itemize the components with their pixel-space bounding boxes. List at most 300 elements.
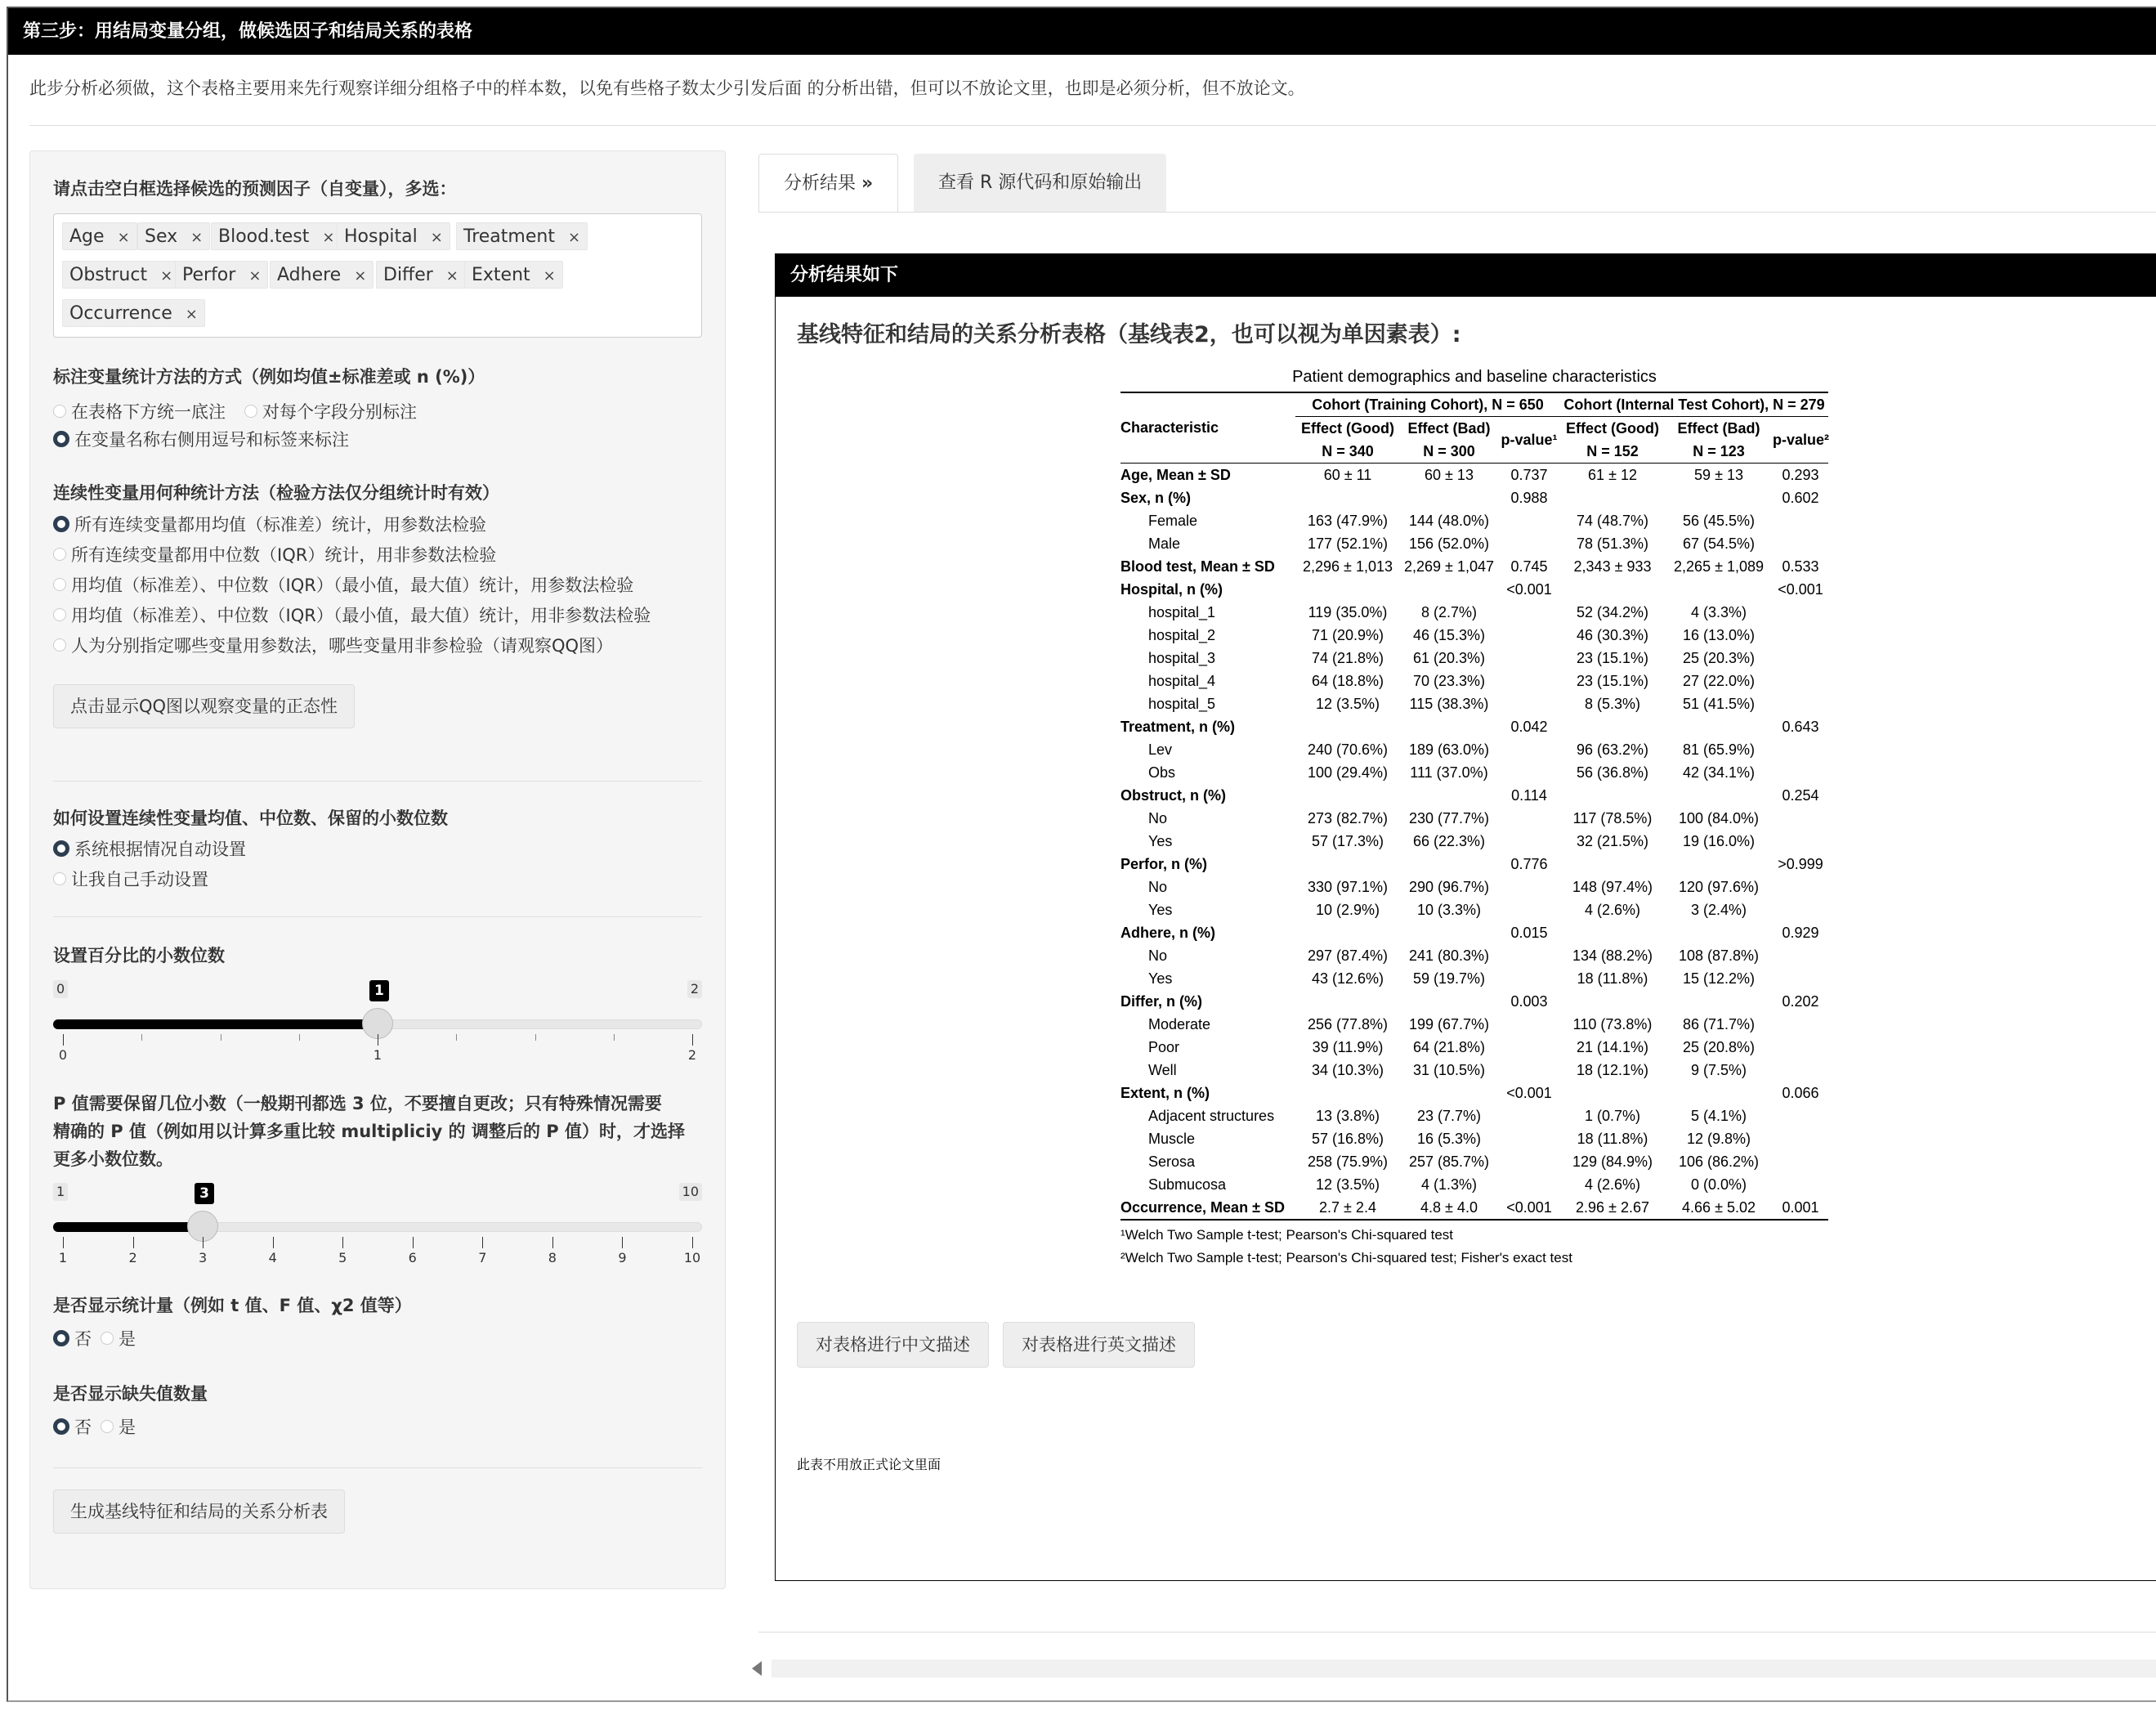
table-cell: 25 (20.8%) — [1682, 1038, 1756, 1055]
table-cell: 0.533 — [1782, 558, 1819, 575]
row-label: Blood test, Mean ± SD — [1120, 558, 1275, 575]
table-cell — [1498, 807, 1560, 830]
table-cell: 297 (87.4%) — [1307, 947, 1389, 964]
table-cell — [1560, 715, 1665, 738]
table-cell — [1400, 784, 1498, 807]
label-method-option-1[interactable]: 在表格下方统一底注 — [53, 401, 226, 423]
table-cell — [1773, 761, 1828, 784]
chip-age[interactable]: Age × — [62, 222, 137, 250]
table-cell: 2,296 ± 1,013 — [1303, 558, 1393, 575]
table-row — [1120, 555, 1828, 578]
label-method-option-2[interactable]: 对每个字段分别标注 — [244, 401, 417, 423]
table-cell: 56 (45.5%) — [1682, 512, 1756, 529]
radio-icon[interactable] — [53, 405, 66, 418]
chip-extent[interactable]: Extent × — [464, 261, 563, 289]
table-row — [1120, 738, 1828, 761]
table-cell — [1560, 784, 1665, 807]
table-cell: 27 (22.0%) — [1682, 672, 1756, 689]
table-cell — [1295, 715, 1400, 738]
baseline-table-block — [1120, 362, 1828, 1270]
table-cell — [1773, 1013, 1828, 1036]
remove-icon[interactable]: × — [430, 229, 443, 246]
table-cell — [1498, 601, 1560, 624]
col-effect-bad-1: Effect (Bad) — [1407, 419, 1491, 437]
row-label: Obstruct, n (%) — [1120, 786, 1226, 804]
table-cell — [1498, 670, 1560, 692]
slider-tick — [482, 1237, 483, 1248]
step-header: 第三步：用结局变量分组，做候选因子和结局关系的表格 — [8, 8, 2156, 55]
result-title: 基线特征和结局的关系分析表格（基线表2，也可以视为单因素表）: — [797, 322, 1461, 347]
table-row — [1120, 1173, 1828, 1196]
row-label: No — [1148, 878, 1168, 895]
slider-tick — [133, 1237, 134, 1248]
chip-differ[interactable]: Differ × — [376, 261, 466, 289]
row-label: Well — [1148, 1061, 1177, 1078]
table-cell: 8 (2.7%) — [1420, 603, 1478, 620]
table-cell — [1665, 578, 1773, 601]
table-row — [1120, 1059, 1828, 1082]
table-cell: 117 (78.5%) — [1572, 809, 1653, 826]
chip-perfor[interactable]: Perfor × — [175, 261, 268, 289]
row-label: hospital_4 — [1148, 672, 1216, 689]
table-cell: 57 (16.8%) — [1311, 1130, 1384, 1147]
table-cell — [1773, 830, 1828, 853]
table-cell: 61 (20.3%) — [1412, 649, 1486, 666]
chip-blood-test[interactable]: Blood.test × — [211, 222, 342, 250]
table-cell: 67 (54.5%) — [1682, 535, 1756, 552]
table-cell: 32 (21.5%) — [1576, 832, 1649, 849]
table-cell — [1498, 1104, 1560, 1127]
row-label: Obs — [1148, 764, 1176, 781]
table-row — [1120, 1082, 1828, 1104]
radio-icon[interactable] — [244, 405, 257, 418]
table-cell: 31 (10.5%) — [1412, 1061, 1486, 1078]
table-cell — [1498, 1173, 1560, 1196]
slider-tick — [342, 1237, 343, 1248]
table-cell: 100 (84.0%) — [1678, 809, 1760, 826]
table-row — [1120, 1013, 1828, 1036]
show-missing-title: 是否显示缺失值数量 — [53, 1384, 208, 1404]
table-cell: 240 (70.6%) — [1307, 741, 1389, 758]
table-cell — [1773, 1150, 1828, 1173]
row-label: Yes — [1148, 832, 1173, 849]
table-cell: 0.254 — [1782, 786, 1819, 804]
table-cell: 100 (29.4%) — [1307, 764, 1389, 781]
slider-min: 1 — [53, 1183, 68, 1201]
generate-table-button[interactable]: 生成基线特征和结局的关系分析表 — [53, 1489, 345, 1534]
table-cell: 64 (21.8%) — [1412, 1038, 1486, 1055]
divider — [53, 781, 702, 782]
table-cell — [1665, 853, 1773, 876]
remove-icon[interactable]: × — [567, 229, 581, 246]
table-cell: 0.643 — [1782, 718, 1819, 735]
row-label: Yes — [1148, 901, 1173, 918]
table-cell: 129 (84.9%) — [1572, 1153, 1653, 1170]
table-cell: 3 (2.4%) — [1691, 901, 1747, 918]
table-cell: 120 (97.6%) — [1678, 878, 1760, 895]
table-row — [1120, 715, 1828, 738]
table-cell — [1773, 509, 1828, 532]
row-label: Poor — [1148, 1038, 1180, 1055]
table-cell — [1498, 830, 1560, 853]
radio-icon[interactable] — [53, 548, 66, 561]
slider-minor-tick — [456, 1034, 457, 1041]
table-cell — [1560, 921, 1665, 944]
show-statistic-no[interactable]: 否 — [53, 1328, 92, 1350]
qq-plot-button[interactable]: 点击显示QQ图以观察变量的正态性 — [53, 684, 355, 728]
table-cell — [1773, 692, 1828, 715]
table-cell: 4 (2.6%) — [1585, 901, 1641, 918]
decimal-option-auto[interactable]: 系统根据情况自动设置 — [53, 839, 246, 860]
slider-min: 0 — [53, 980, 68, 998]
row-label: Serosa — [1148, 1153, 1196, 1170]
table-cell — [1295, 990, 1400, 1013]
remove-icon[interactable]: × — [160, 267, 173, 284]
note-text: 此表不用放正式论文里面 — [797, 1457, 942, 1472]
table-cell — [1773, 1036, 1828, 1059]
table-cell: 81 (65.9%) — [1682, 741, 1756, 758]
table-cell: 74 (21.8%) — [1311, 649, 1384, 666]
slider-tick-label: 10 — [683, 1250, 701, 1265]
table-cell — [1560, 578, 1665, 601]
radio-selected-icon[interactable] — [53, 1330, 69, 1346]
table-cell: 2,343 ± 933 — [1573, 558, 1652, 575]
table-cell — [1295, 486, 1400, 509]
table-cell: 163 (47.9%) — [1307, 512, 1389, 529]
chip-hospital[interactable]: Hospital × — [337, 222, 450, 250]
row-label: Age, Mean ± SD — [1120, 466, 1231, 483]
table-cell: 52 (34.2%) — [1576, 603, 1649, 620]
table-cell: 115 (38.3%) — [1409, 695, 1489, 712]
slider-tick-label: 9 — [618, 1250, 627, 1265]
table-cell: 4 (3.3%) — [1691, 603, 1747, 620]
table-cell — [1498, 532, 1560, 555]
describe-chinese-button[interactable]: 对表格进行中文描述 — [797, 1322, 989, 1368]
table-cell — [1773, 807, 1828, 830]
predictors-label: 请点击空白框选择候选的预测因子（自变量），多选： — [53, 179, 457, 199]
table-cell: 4 (2.6%) — [1585, 1176, 1641, 1193]
table-cell: 290 (96.7%) — [1408, 878, 1490, 895]
table-cell: 66 (22.3%) — [1412, 832, 1486, 849]
table-cell: 330 (97.1%) — [1307, 878, 1389, 895]
divider — [29, 125, 2156, 126]
table-cell: 46 (30.3%) — [1576, 626, 1649, 643]
slider-tick-label: 2 — [128, 1250, 137, 1265]
slider-minor-tick — [299, 1034, 300, 1041]
cohort-training-header: Cohort (Training Cohort), N = 650 — [1295, 392, 1560, 417]
chip-treatment[interactable]: Treatment × — [456, 222, 588, 250]
table-cell — [1773, 647, 1828, 670]
table-cell — [1498, 624, 1560, 647]
continuous-option-3[interactable]: 用均值（标准差）、中位数（IQR）（最小值，最大值）统计，用参数法检验 — [53, 575, 633, 596]
table-cell: <0.001 — [1506, 580, 1552, 598]
divider — [53, 916, 702, 917]
n-bad-2: N = 123 — [1693, 442, 1745, 459]
radio-icon[interactable] — [101, 1420, 114, 1433]
radio-icon[interactable] — [53, 638, 66, 652]
table-cell — [1295, 578, 1400, 601]
n-good-2: N = 152 — [1586, 442, 1639, 459]
tab-results[interactable]: 分析结果 » — [758, 154, 898, 213]
slider-minor-tick — [614, 1034, 615, 1041]
table-cell: 189 (63.0%) — [1408, 741, 1490, 758]
continuous-option-4[interactable]: 用均值（标准差）、中位数（IQR）（最小值，最大值）统计，用非参数法检验 — [53, 605, 651, 626]
table-cell: 43 (12.6%) — [1311, 970, 1384, 987]
table-cell: 0 (0.0%) — [1691, 1176, 1747, 1193]
slider-max: 2 — [687, 980, 702, 998]
remove-icon[interactable]: × — [543, 267, 556, 284]
radio-icon[interactable] — [101, 1332, 114, 1345]
table-row — [1120, 532, 1828, 555]
table-row — [1120, 486, 1828, 509]
table-cell: 10 (3.3%) — [1416, 901, 1482, 918]
table-row — [1120, 830, 1828, 853]
chip-occurrence[interactable]: Occurrence × — [62, 299, 205, 327]
result-header: 分析结果如下 — [776, 254, 2156, 297]
table-cell — [1498, 1013, 1560, 1036]
table-cell: <0.001 — [1506, 1198, 1552, 1216]
table-cell: 16 (13.0%) — [1682, 626, 1756, 643]
table-cell — [1498, 1036, 1560, 1059]
table-cell: 2,269 ± 1,047 — [1404, 558, 1494, 575]
table-cell — [1295, 853, 1400, 876]
remove-icon[interactable]: × — [185, 306, 198, 323]
table-cell: 0.001 — [1782, 1198, 1819, 1216]
row-label: Female — [1148, 512, 1198, 529]
table-cell — [1400, 853, 1498, 876]
chip-sex[interactable]: Sex × — [137, 222, 210, 250]
slider-tick — [63, 1237, 64, 1248]
table-cell: 0.737 — [1510, 466, 1548, 483]
show-missing-no[interactable]: 否 — [53, 1417, 92, 1438]
table-cell: >0.999 — [1778, 855, 1823, 872]
table-cell: 12 (3.5%) — [1315, 1176, 1380, 1193]
row-label: Differ, n (%) — [1120, 992, 1203, 1010]
row-label: hospital_2 — [1148, 626, 1216, 643]
row-label: Male — [1148, 535, 1181, 552]
table-cell: 15 (12.2%) — [1682, 970, 1756, 987]
percent-decimal-slider[interactable] — [53, 980, 702, 1070]
table-cell — [1498, 509, 1560, 532]
remove-icon[interactable]: × — [322, 229, 335, 246]
table-cell: 59 ± 13 — [1694, 466, 1743, 483]
remove-icon[interactable]: × — [445, 267, 458, 284]
show-statistic-yes[interactable]: 是 — [101, 1328, 136, 1350]
table-cell: 23 (15.1%) — [1576, 672, 1649, 689]
table-cell — [1400, 578, 1498, 601]
table-cell: 57 (17.3%) — [1311, 832, 1384, 849]
table-cell: 199 (67.7%) — [1408, 1015, 1490, 1032]
table-row — [1120, 967, 1828, 990]
slider-tick-label: 2 — [687, 1047, 697, 1063]
table-cell — [1665, 784, 1773, 807]
table-cell: 134 (88.2%) — [1572, 947, 1653, 964]
remove-icon[interactable]: × — [117, 229, 130, 246]
row-label: Lev — [1148, 741, 1173, 758]
remove-icon[interactable]: × — [248, 267, 262, 284]
chip-obstruct[interactable]: Obstruct × — [62, 261, 180, 289]
remove-icon[interactable]: × — [190, 229, 204, 246]
table-cell: 23 (15.1%) — [1576, 649, 1649, 666]
table-cell: 70 (23.3%) — [1412, 672, 1486, 689]
p-decimal-title: P 值需要保留几位小数（一般期刊都选 3 位，不要擅自更改；只有特殊情况需要 精确的 P 值（例如用以计算多重比较 multipliciy 的 调整后的 P 值）时，才选择 更多小数位数。 — [53, 1094, 685, 1169]
table-cell — [1295, 921, 1400, 944]
table-cell — [1295, 784, 1400, 807]
table-row — [1120, 1150, 1828, 1173]
double-chevron-right-icon: » — [861, 173, 874, 194]
table-cell: 18 (11.8%) — [1577, 970, 1648, 987]
table-cell: 4 (1.3%) — [1420, 1176, 1478, 1193]
slider-tick — [692, 1237, 693, 1248]
table-cell: 0.929 — [1782, 924, 1819, 941]
table-row — [1120, 784, 1828, 807]
row-label: Treatment, n (%) — [1120, 718, 1236, 735]
table-cell: 230 (77.7%) — [1408, 809, 1490, 826]
table-cell: 78 (51.3%) — [1576, 535, 1649, 552]
show-statistic-title: 是否显示统计量（例如 t 值、F 值、χ2 值等） — [53, 1296, 412, 1315]
table-cell — [1773, 1173, 1828, 1196]
table-cell — [1773, 670, 1828, 692]
row-label: Muscle — [1148, 1130, 1196, 1147]
slider-tick — [622, 1237, 623, 1248]
intro-text: 此步分析必须做，这个表格主要用来先行观察详细分组格子中的样本数，以免有些格子数太少引发后面 的分析出错，但可以不放论文里，也即是必须分析，但不放论文。 — [29, 78, 1305, 98]
row-label: Moderate — [1148, 1015, 1211, 1032]
table-cell: 257 (85.7%) — [1408, 1153, 1490, 1170]
table-cell: 0.202 — [1782, 992, 1819, 1010]
continuous-option-5[interactable]: 人为分别指定哪些变量用参数法，哪些变量用非参检验（请观察QQ图） — [53, 635, 613, 656]
row-label: hospital_1 — [1148, 603, 1216, 620]
table-cell: 25 (20.3%) — [1682, 649, 1756, 666]
row-label: Extent, n (%) — [1120, 1084, 1210, 1101]
radio-selected-icon[interactable] — [53, 840, 69, 857]
slider-tick — [203, 1237, 204, 1248]
table-cell — [1773, 1059, 1828, 1082]
table-cell — [1773, 876, 1828, 898]
table-cell: <0.001 — [1506, 1084, 1552, 1101]
table-cell: 256 (77.8%) — [1307, 1015, 1389, 1032]
slider-tick — [552, 1237, 553, 1248]
table-cell — [1498, 967, 1560, 990]
scroll-left-icon[interactable] — [752, 1661, 762, 1676]
table-cell: 4.66 ± 5.02 — [1682, 1198, 1756, 1216]
table-cell: 106 (86.2%) — [1678, 1153, 1760, 1170]
decimal-option-manual[interactable]: 让我自己手动设置 — [53, 869, 208, 890]
table-cell — [1665, 1082, 1773, 1104]
slider-value: 3 — [195, 1183, 214, 1204]
table-cell — [1400, 486, 1498, 509]
chip-adhere[interactable]: Adhere × — [270, 261, 373, 289]
table-cell: 241 (80.3%) — [1408, 947, 1490, 964]
table-cell — [1498, 1127, 1560, 1150]
row-label: Submucosa — [1148, 1176, 1227, 1193]
table-cell: 59 (19.7%) — [1412, 970, 1486, 987]
table-cell — [1665, 486, 1773, 509]
col-effect-bad-2: Effect (Bad) — [1677, 419, 1760, 437]
table-cell: 2.96 ± 2.67 — [1576, 1198, 1649, 1216]
divider — [53, 1467, 702, 1468]
table-cell: 16 (5.3%) — [1416, 1130, 1482, 1147]
table-cell: 0.745 — [1510, 558, 1548, 575]
show-missing-yes[interactable]: 是 — [101, 1417, 136, 1438]
predictors-select[interactable] — [53, 213, 702, 338]
slider-tick-label: 5 — [338, 1250, 347, 1265]
slider-fill — [53, 1019, 378, 1029]
horizontal-scrollbar[interactable] — [772, 1660, 2156, 1677]
table-cell — [1773, 532, 1828, 555]
table-cell — [1773, 944, 1828, 967]
table-cell — [1498, 944, 1560, 967]
table-cell: 148 (97.4%) — [1572, 878, 1653, 895]
divider — [758, 212, 2156, 213]
col-pvalue-1: p-value¹ — [1501, 431, 1558, 448]
remove-icon[interactable]: × — [354, 267, 367, 284]
table-cell: 10 (2.9%) — [1315, 901, 1380, 918]
decimal-title: 如何设置连续性变量均值、中位数、保留的小数位数 — [53, 808, 448, 828]
table-row — [1120, 921, 1828, 944]
continuous-option-2[interactable]: 所有连续变量都用中位数（IQR）统计，用非参数法检验 — [53, 544, 496, 566]
row-label: Yes — [1148, 970, 1173, 987]
percent-decimal-title: 设置百分比的小数位数 — [53, 946, 225, 965]
slider-minor-tick — [141, 1034, 142, 1041]
table-cell: 2,265 ± 1,089 — [1674, 558, 1764, 575]
continuous-option-1[interactable]: 所有连续变量都用均值（标准差）统计，用参数法检验 — [53, 514, 486, 535]
col-characteristic: Characteristic — [1120, 419, 1219, 436]
table-row — [1120, 578, 1828, 601]
table-row — [1120, 624, 1828, 647]
radio-selected-icon[interactable] — [53, 516, 69, 532]
col-effect-good-1: Effect (Good) — [1301, 419, 1394, 437]
table-cell: 0.042 — [1510, 718, 1548, 735]
table-cell — [1498, 876, 1560, 898]
n-good-1: N = 340 — [1322, 442, 1374, 459]
radio-icon[interactable] — [53, 578, 66, 591]
table-cell — [1498, 1150, 1560, 1173]
table-row — [1120, 670, 1828, 692]
table-cell: 2.7 ± 2.4 — [1319, 1198, 1376, 1216]
table-cell: 74 (48.7%) — [1576, 512, 1649, 529]
tab-r-source[interactable]: 查看 R 源代码和原始输出 — [914, 154, 1166, 213]
table-caption: Patient demographics and baseline characteristics — [1292, 368, 1657, 386]
radio-icon[interactable] — [53, 608, 66, 621]
table-cell: 12 (3.5%) — [1315, 695, 1380, 712]
table-cell: 144 (48.0%) — [1408, 512, 1490, 529]
radio-selected-icon[interactable] — [53, 1418, 69, 1435]
cohort-test-header: Cohort (Internal Test Cohort), N = 279 — [1560, 392, 1828, 417]
table-cell: 156 (52.0%) — [1408, 535, 1490, 552]
describe-english-button[interactable]: 对表格进行英文描述 — [1003, 1322, 1195, 1368]
p-decimal-slider[interactable] — [53, 1183, 702, 1273]
radio-selected-icon[interactable] — [53, 431, 69, 447]
table-cell: 0.293 — [1782, 466, 1819, 483]
table-cell — [1498, 738, 1560, 761]
slider-tick-label: 1 — [58, 1250, 68, 1265]
table-cell: 61 ± 12 — [1588, 466, 1637, 483]
table-row — [1120, 761, 1828, 784]
table-cell: 86 (71.7%) — [1682, 1015, 1756, 1032]
table-row — [1120, 990, 1828, 1013]
row-label: Hospital, n (%) — [1120, 580, 1223, 598]
table-cell: 18 (11.8%) — [1577, 1130, 1648, 1147]
table-cell — [1560, 1082, 1665, 1104]
table-cell: 0.988 — [1510, 489, 1548, 506]
table-cell: 0.602 — [1782, 489, 1819, 506]
table-cell: 12 (9.8%) — [1686, 1130, 1751, 1147]
table-cell: 23 (7.7%) — [1416, 1107, 1482, 1124]
radio-icon[interactable] — [53, 872, 66, 885]
slider-tick-label: 3 — [199, 1250, 208, 1265]
table-row — [1120, 876, 1828, 898]
label-method-option-3[interactable]: 在变量名称右侧用逗号和标签来标注 — [53, 429, 349, 450]
